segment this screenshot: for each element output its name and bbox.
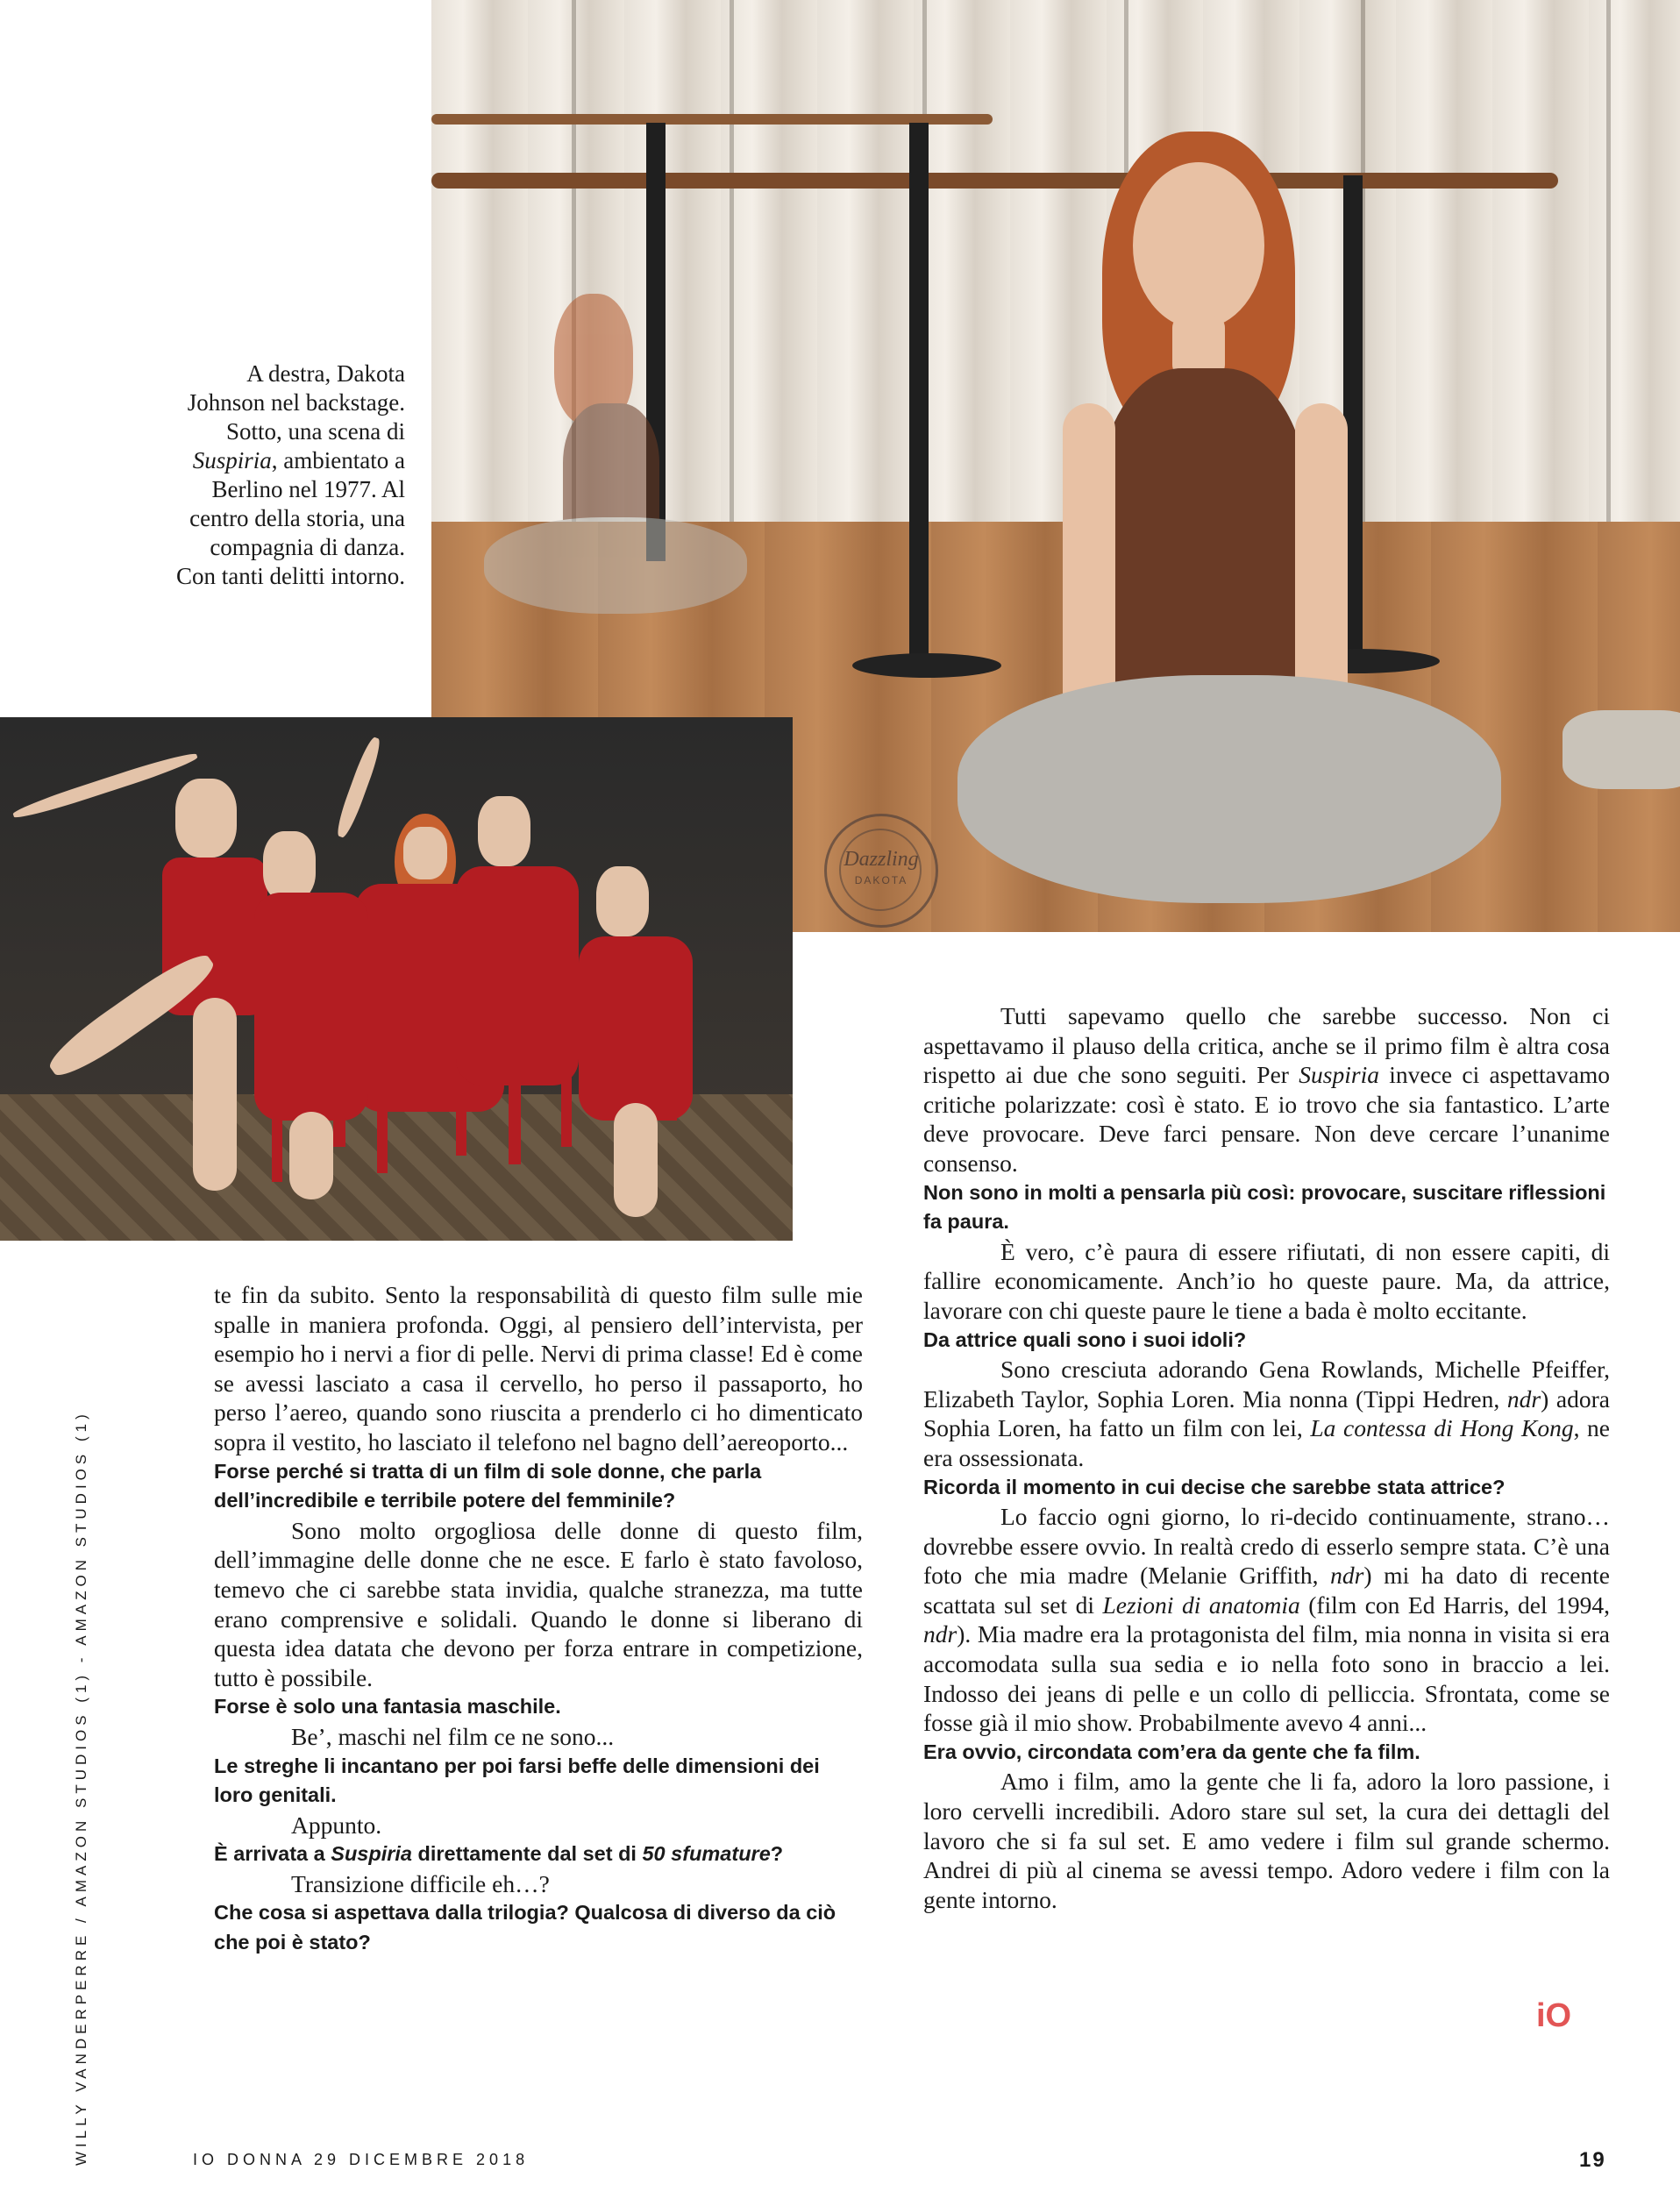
answer: È vero, c’è paura di essere rifiutati, di non essere capiti, di fallire economicamente. Anch’io ho queste paure. Ma, da attrice, lavorare con chi queste paure le tiene a bada è molto eccitante.	[923, 1237, 1610, 1324]
io-end-logo: iO	[1536, 1997, 1572, 2034]
question: Da attrice quali sono i suoi idoli?	[923, 1327, 1247, 1351]
publication-footer: IO DONNA 29 DICEMBRE 2018	[193, 2151, 530, 2168]
answer: Sono cresciuta adorando Gena Rowlands, Michelle Pfeiffer, Elizabeth Taylor, Sophia Loren. Mia nonna (Tippi Hedren, ndr) adora Sophia Loren, ha fatto un film con lei, La contessa di Hong Kong, ne era ossessionata.	[923, 1356, 1610, 1471]
question: Era ovvio, circondata com’era da gente che fa film.	[923, 1740, 1420, 1763]
answer: Sono molto orgogliosa delle donne di questo film, dell’immagine delle donne che ne esce. E farlo è stato favoloso, temevo che ci sarebbe stata invidia, qualche stranezza, ma tutte erano comprensive e solidali. Quando le donne si liberano di questa idea datata che devono per forza entrare in competizione, tutto è possibile.	[214, 1516, 863, 1691]
answer: Be’, maschi nel film ce ne sono...	[291, 1722, 615, 1750]
photo-credit: WILLY VANDERPERRE / AMAZON STUDIOS (1) - AMAZON STUDIOS (1)	[73, 1410, 89, 2166]
ballet-barre	[431, 173, 1558, 189]
floor-cloth	[1563, 710, 1680, 789]
article-column-right	[923, 1001, 1610, 1914]
answer: Amo i film, amo la gente che li fa, adoro la loro passione, i loro cervelli incredibili. Adoro stare sul set, la cura dei dettagli del lavoro che si fa sul set. E amo vedere i film sul grande schermo. Andrei di più al cinema se avessi tempo. Adoro vedere i film con la gente intorno.	[923, 1768, 1610, 1913]
question: Che cosa si aspettava dalla trilogia? Qualcosa di diverso da ciò che poi è stato?	[214, 1901, 836, 1954]
answer: Lo faccio ogni giorno, lo ri-decido continuamente, strano… dovrebbe essere ovvio. In realtà credo di esserlo sempre stata. C’è una foto che mia madre (Melanie Griffith, ndr) mi ha dato di recente scattata sul set di Lezioni di anatomia (film con Ed Harris, del 1994, ndr). Mia madre era la protagonista del film, mia nonna in visita si era accomodata sulla sua sedia e io nella foto sono in braccio a lei. Indosso dei jeans di pelle e un collo di pelliccia. Sfrontata, come se fosse già il mio show. Probabilmente avevo 4 anni...	[923, 1503, 1611, 1737]
ballet-barre-reflection	[431, 114, 993, 125]
watermark-stamp: Dazzling DAKOTA	[824, 814, 938, 928]
question: È arrivata a Suspiria direttamente dal set di 50 sfumature?	[214, 1842, 784, 1866]
question: Forse perché si tratta di un film di sole donne, che parla dell’incredibile e terribile potere del femminile?	[214, 1459, 762, 1512]
answer: Tutti sapevamo quello che sarebbe successo. Non ci aspettavamo il plauso della critica, anche se il primo film è altra cosa rispetto ai due che sono seguiti. Per Suspiria invece ci aspettavamo critiche polarizzate: così è stato. E io trovo che sia fantastico. L’arte deve provocare. Deve farci pensare. Non deve cercare l’unanime consenso.	[923, 1002, 1610, 1177]
question: Ricorda il momento in cui decise che sarebbe stata attrice?	[923, 1475, 1506, 1498]
film-scene-photo	[0, 717, 793, 1241]
article-column-left	[214, 1280, 863, 1958]
question: Le streghe li incantano per poi farsi beffe delle dimensioni dei loro genitali.	[214, 1754, 820, 1807]
answer: Appunto.	[291, 1811, 382, 1839]
question: Non sono in molti a pensarla più così: provocare, suscitare riflessioni fa paura.	[923, 1180, 1606, 1234]
photo-caption: A destra, Dakota Johnson nel backstage. Sotto, una scena di Suspiria, ambientato a Berlino nel 1977. Al centro della storia, una compagnia di danza. Con tanti delitti intorno.	[176, 360, 405, 589]
answer: Transizione difficile eh…?	[291, 1869, 550, 1897]
answer-continuation: te fin da subito. Sento la responsabilità di questo film sulle mie spalle in maniera profonda. Oggi, al pensiero dell’intervista, per esempio ho i nervi a fior di pelle. Nervi di prima classe! Ed è come se avessi lasciato a casa il cervello, ho perso il passaporto, ho perso l’aereo, quando sono riuscita a prenderlo ci ho dimenticato sopra il vestito, ho lasciato il telefono nel bagno dell’aereoporto...	[214, 1281, 863, 1455]
page-number: 19	[1579, 2148, 1606, 2172]
question: Forse è solo una fantasia maschile.	[214, 1695, 561, 1719]
